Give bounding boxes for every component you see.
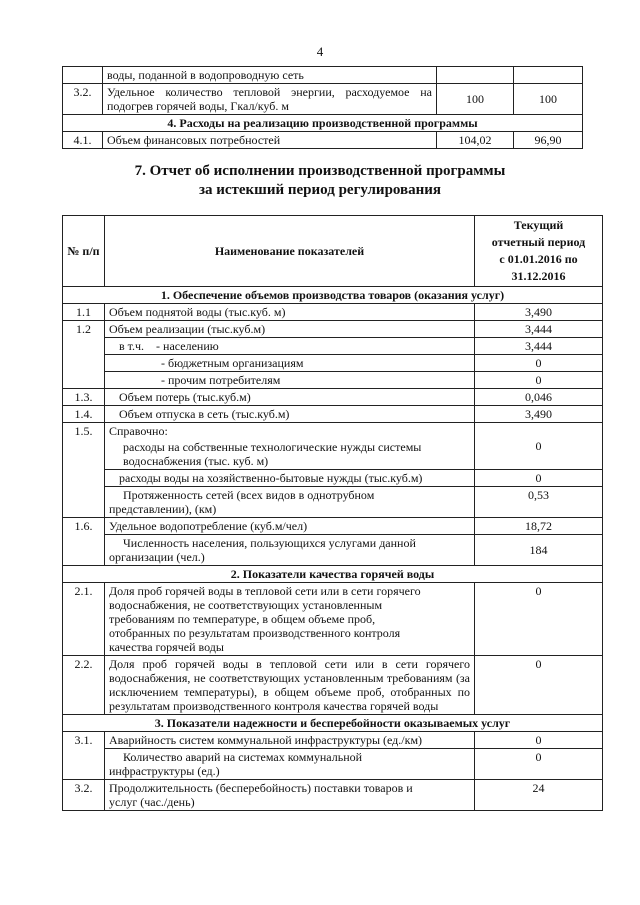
row-value: 104,02 <box>437 132 514 149</box>
row-value: 96,90 <box>514 132 583 149</box>
section-heading: 4. Расходы на реализацию производственной программы <box>63 115 583 132</box>
section-title: 7. Отчет об исполнении производственной программы за истекший период регулирования <box>134 163 506 198</box>
table-row: 3.1. Аварийность систем коммунальной инфраструктуры (ед./км) 0 <box>63 732 603 749</box>
table-row: 2.2. Доля проб горячей воды в тепловой сети или в сети горячего водоснабжения, не соответствующих установленным требованиям (за исключением температуры), в общем объеме проб, отобранных по результатам производственного контроля качества горячей воды 0 <box>63 656 603 715</box>
table-row <box>63 67 583 84</box>
row-name: Объем финансовых потребностей <box>103 132 437 149</box>
section-row <box>63 566 603 583</box>
col-header-name: Наименование показателей <box>105 216 475 287</box>
report-table <box>62 215 603 811</box>
table-row: 1.3. Объем потерь (тыс.куб.м) 0,046 <box>63 389 603 406</box>
col-header-number: № п/п <box>63 216 105 287</box>
section-heading: 3. Показатели надежности и бесперебойности оказываемых услуг <box>63 715 603 732</box>
table-row: расходы воды на хозяйственно-бытовые нужды (тыс.куб.м) 0 <box>63 470 603 487</box>
row-value: 100 <box>437 84 514 115</box>
table-row: 1.1 Объем поднятой воды (тыс.куб. м) 3,490 <box>63 304 603 321</box>
table-row: 1.4. Объем отпуска в сеть (тыс.куб.м) 3,490 <box>63 406 603 423</box>
table-row <box>63 84 583 115</box>
table-row: 3.2. Продолжительность (бесперебойность) поставки товаров и услуг (час./день) 24 <box>63 780 603 811</box>
table-row: в т.ч. - населению 3,444 <box>63 338 603 355</box>
top-table <box>62 66 583 149</box>
table-row: - бюджетным организациям 0 <box>63 355 603 372</box>
row-number: 4.1. <box>63 132 103 149</box>
table-row: 1.2 Объем реализации (тыс.куб.м) 3,444 <box>63 321 603 338</box>
table-row: - прочим потребителям 0 <box>63 372 603 389</box>
table-row: 1.6. Удельное водопотребление (куб.м/чел) 18,72 <box>63 518 603 535</box>
section-heading: 2. Показатели качества горячей воды <box>63 566 603 583</box>
table-row: 2.1. Доля проб горячей воды в тепловой сети или в сети горячего водоснабжения, не соответствующих установленным требованиям по температуре, в общем объеме проб, отобранных по результатам производственного контроля качества горячей воды 0 <box>63 583 603 656</box>
page-number: 4 <box>316 44 324 59</box>
table-row: Численность населения, пользующихся услугами данной организации (чел.) 184 <box>63 535 603 566</box>
col-header-period: Текущий отчетный период с 01.01.2016 по 31.12.2016 <box>475 216 603 287</box>
table-row <box>63 132 583 149</box>
table-row: 1.5. Справочно: расходы на собственные технологические нужды системы водоснабжения (тыс. куб. м) 0 <box>63 423 603 470</box>
row-name: Удельное количество тепловой энергии, расходуемое на подогрев горячей воды, Гкал/куб. м <box>103 84 437 115</box>
section-row <box>63 715 603 732</box>
table-row: Протяженность сетей (всех видов в однотрубном представлении), (км) 0,53 <box>63 487 603 518</box>
section-row <box>63 287 603 304</box>
row-number: 3.2. <box>63 84 103 115</box>
row-name: воды, поданной в водопроводную сеть <box>103 67 437 84</box>
section-heading: 1. Обеспечение объемов производства товаров (оказания услуг) <box>63 287 603 304</box>
row-value: 100 <box>514 84 583 115</box>
header-row <box>63 216 603 287</box>
table-row: Количество аварий на системах коммунальной инфраструктуры (ед.) 0 <box>63 749 603 780</box>
section-row <box>63 115 583 132</box>
